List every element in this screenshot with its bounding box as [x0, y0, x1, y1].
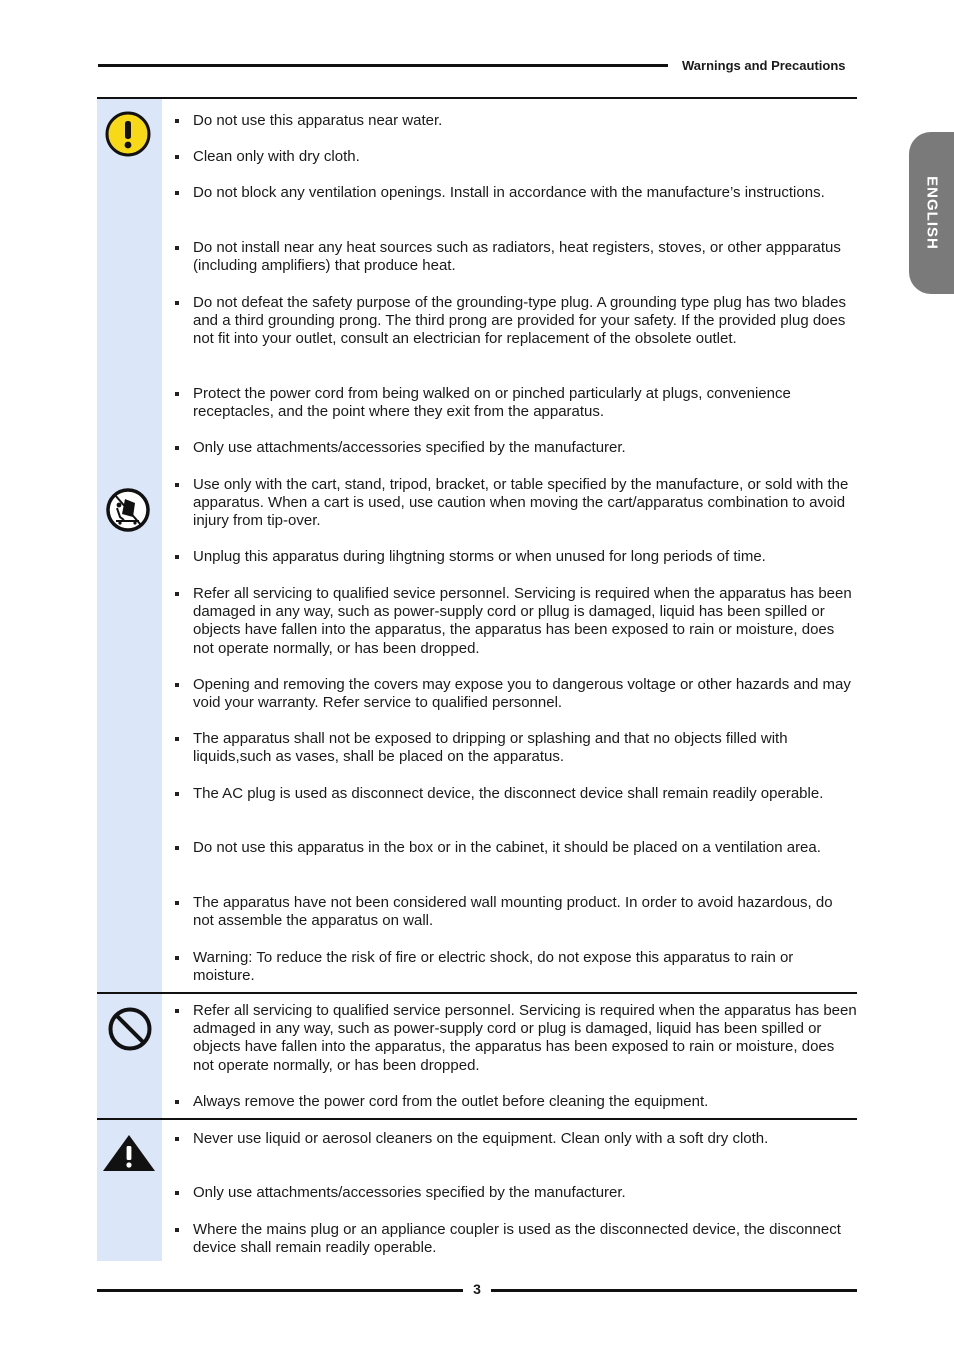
- language-tab-label: ENGLISH: [923, 176, 940, 250]
- language-tab[interactable]: [909, 132, 954, 294]
- page-header-title: Warnings and Precautions: [682, 58, 846, 73]
- footer-rule-right: [491, 1289, 857, 1292]
- list-item: Do not use this apparatus in the box or in the cabinet, it should be placed on a ventilation area.: [173, 839, 857, 857]
- list-item: Do not use this apparatus near water.: [173, 112, 857, 130]
- exclamation-circle-icon: [105, 111, 151, 157]
- list-item: Unplug this apparatus during lihgtning storms or when unused for long periods of time.: [173, 548, 857, 566]
- footer-rule-left: [97, 1289, 463, 1292]
- list-item: Do not install near any heat sources such as radiators, heat registers, stoves, or other appparatus (including amplifiers) that produce heat.: [173, 239, 857, 275]
- list-item: Where the mains plug or an appliance coupler is used as the disconnected device, the disconnect device shall remain readily operable.: [173, 1221, 857, 1257]
- warning-triangle-icon: [101, 1133, 157, 1173]
- list-item: The apparatus have not been considered wall mounting product. In order to avoid hazardous, do not assemble the apparatus on wall.: [173, 894, 857, 930]
- list-item: The AC plug is used as disconnect device, the disconnect device shall remain readily operable.: [173, 785, 857, 803]
- cleaning-section: [97, 1118, 857, 1261]
- list-item: Do not block any ventilation openings. Install in accordance with the manufacture’s instructions.: [173, 184, 857, 202]
- page-number: 3: [473, 1281, 481, 1297]
- general-warnings-section: [97, 97, 857, 995]
- cart-tipover-icon: [105, 487, 151, 533]
- list-item: Opening and removing the covers may expose you to dangerous voltage or other hazards and may void your warranty. Refer service to qualified personnel.: [173, 676, 857, 712]
- list-item: Clean only with dry cloth.: [173, 148, 857, 166]
- list-item: Warning: To reduce the risk of fire or electric shock, do not expose this apparatus to rain or moisture.: [173, 949, 857, 985]
- list-item: Use only with the cart, stand, tripod, bracket, or table specified by the manufacture, or sold with the apparatus. When a cart is used, use caution when moving the cart/apparatus combination to avoid injury from tip-over.: [173, 476, 857, 531]
- section-side-panel: [97, 99, 162, 995]
- list-item: Only use attachments/accessories specified by the manufacturer.: [173, 1184, 857, 1202]
- list-item: Always remove the power cord from the outlet before cleaning the equipment.: [173, 1093, 857, 1111]
- list-item: Do not defeat the safety purpose of the grounding-type plug. A grounding type plug has two blades and a third grounding prong. The third prong are provided for your safety. If the provided plug does not fit into your outlet, consult an electrician for replacement of the obsolete outlet.: [173, 294, 857, 349]
- list-item: Refer all servicing to qualified service personnel. Servicing is required when the apparatus has been admaged in any way, such as power-supply cord or plug is damaged, liquid has been spilled or objects have fallen into the apparatus, the apparatus has been exposed to rain or moisture, does not operate normally, or has been dropped.: [173, 1002, 857, 1075]
- list-item: Never use liquid or aerosol cleaners on the equipment. Clean only with a soft dry cloth.: [173, 1130, 857, 1148]
- servicing-section: [97, 992, 857, 1121]
- list-item: The apparatus shall not be exposed to dripping or splashing and that no objects filled with liquids,such as vases, shall be placed on the apparatus.: [173, 730, 857, 766]
- header-rule: [98, 64, 668, 67]
- prohibited-icon: [107, 1006, 153, 1052]
- list-item: Protect the power cord from being walked on or pinched particularly at plugs, convenience receptacles, and the point where they exit from the apparatus.: [173, 385, 857, 421]
- list-item: Refer all servicing to qualified sevice personnel. Servicing is required when the apparatus has been damaged in any way, such as power-supply cord or pllug is damaged, liquid has been spilled or objects have fallen into the apparatus, the apparatus has been exposed to rain or moisture, does not operate normally, or has been dropped.: [173, 585, 857, 658]
- list-item: Only use attachments/accessories specified by the manufacturer.: [173, 439, 857, 457]
